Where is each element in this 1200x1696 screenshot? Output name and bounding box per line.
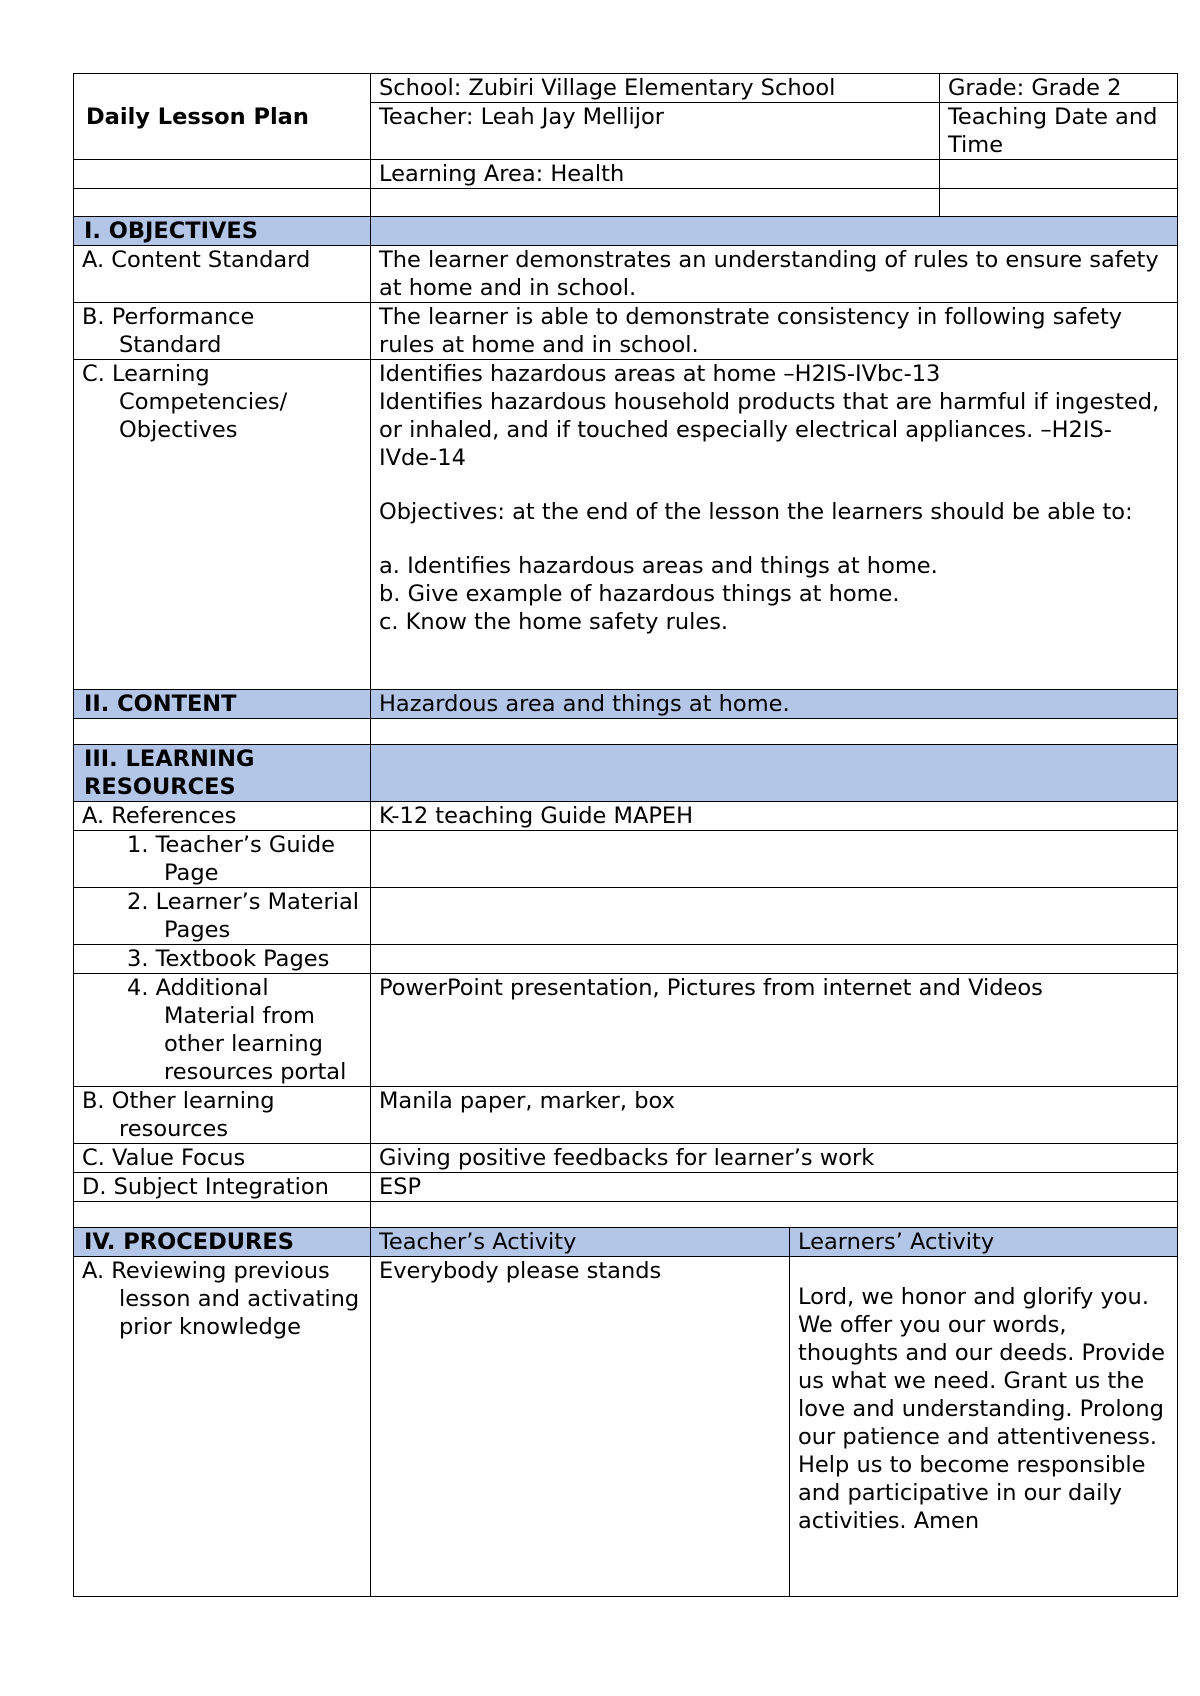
teaching-date-field: Teaching Date and Time (940, 103, 1178, 160)
blank-cell (371, 888, 1178, 945)
learners-material-label: 2. Learner’s Material Pages (74, 888, 371, 945)
competencies-text (371, 360, 1178, 690)
objective-b: b. Give example of hazardous things at home. (379, 581, 900, 607)
blank-cell (74, 1202, 371, 1228)
step-a-learners-activity: Lord, we honor and glorify you. We offer you our words, thoughts and our deeds. Provide us what we need. Grant us the love and understanding. Prolong our patience and attentiveness. Help us to become responsible and participative in our daily activities. Amen (790, 1257, 1178, 1597)
blank-cell (940, 189, 1178, 217)
value-focus-text: Giving positive feedbacks for learner’s work (371, 1144, 1178, 1173)
competency-1: Identifies hazardous areas at home –H2IS-IVbc-13 (379, 361, 941, 387)
shaded-cell (371, 745, 1178, 802)
step-a-teacher-activity: Everybody please stands (371, 1257, 790, 1597)
blank-cell (371, 831, 1178, 888)
content-standard-text: The learner demonstrates an understanding of rules to ensure safety at home and in school. (371, 246, 1178, 303)
learning-area-field: Learning Area: Health (371, 160, 940, 189)
textbook-pages-label: 3. Textbook Pages (74, 945, 371, 974)
blank-cell (371, 189, 940, 217)
resources-heading: III. LEARNING RESOURCES (74, 745, 371, 802)
additional-material-text: PowerPoint presentation, Pictures from internet and Videos (371, 974, 1178, 1087)
objective-a: a. Identifies hazardous areas and things at home. (379, 553, 938, 579)
teachers-guide-label: 1. Teacher’s Guide Page (74, 831, 371, 888)
competency-2: Identifies hazardous household products that are harmful if ingested, or inhaled, and if touched especially electrical appliances. –H2IS-IVde-14 (379, 389, 1160, 471)
references-text: K-12 teaching Guide MAPEH (371, 802, 1178, 831)
blank-cell (74, 719, 371, 745)
school-field: School: Zubiri Village Elementary School (371, 74, 940, 103)
blank-cell (940, 160, 1178, 189)
content-text: Hazardous area and things at home. (371, 690, 1178, 719)
value-focus-label: C. Value Focus (74, 1144, 371, 1173)
lesson-plan-page (73, 73, 1177, 1597)
blank-cell (74, 189, 371, 217)
shaded-cell (371, 217, 1178, 246)
document-title: Daily Lesson Plan (74, 74, 371, 160)
performance-standard-label: B. Performance Standard (74, 303, 371, 360)
teacher-field: Teacher: Leah Jay Mellijor (371, 103, 940, 160)
competencies-label: C. Learning Competencies/ Objectives (74, 360, 371, 690)
additional-material-label: 4. Additional Material from other learning resources portal (74, 974, 371, 1087)
performance-standard-text: The learner is able to demonstrate consistency in following safety rules at home and in school. (371, 303, 1178, 360)
objectives-intro: Objectives: at the end of the lesson the learners should be able to: (379, 499, 1133, 525)
references-label: A. References (74, 802, 371, 831)
step-a-label: A. Reviewing previous lesson and activating prior knowledge (74, 1257, 371, 1597)
objective-c: c. Know the home safety rules. (379, 609, 729, 635)
blank-cell (371, 945, 1178, 974)
learners-activity-heading: Learners’ Activity (790, 1228, 1178, 1257)
subject-integration-text: ESP (371, 1173, 1178, 1202)
blank-cell (371, 719, 1178, 745)
lesson-plan-table (73, 73, 1178, 1597)
blank-cell (74, 160, 371, 189)
procedures-heading: IV. PROCEDURES (74, 1228, 371, 1257)
subject-integration-label: D. Subject Integration (74, 1173, 371, 1202)
objectives-heading: I. OBJECTIVES (74, 217, 371, 246)
teacher-activity-heading: Teacher’s Activity (371, 1228, 790, 1257)
other-resources-label: B. Other learning resources (74, 1087, 371, 1144)
blank-cell (371, 1202, 1178, 1228)
other-resources-text: Manila paper, marker, box (371, 1087, 1178, 1144)
content-standard-label: A. Content Standard (74, 246, 371, 303)
content-heading: II. CONTENT (74, 690, 371, 719)
grade-field: Grade: Grade 2 (940, 74, 1178, 103)
